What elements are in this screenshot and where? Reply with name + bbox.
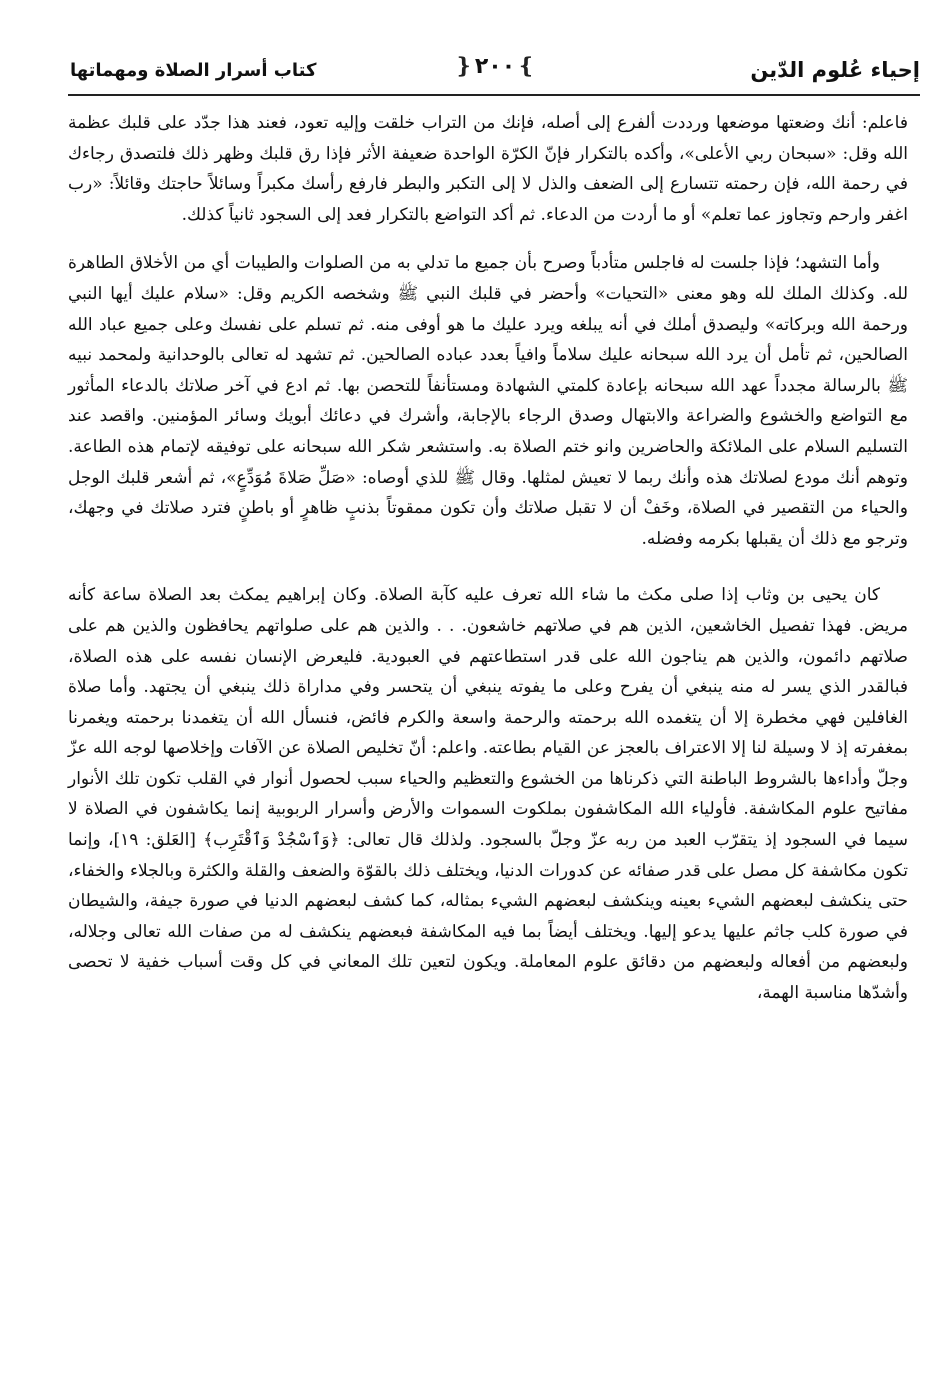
page-header xyxy=(70,52,920,92)
paragraph-tashahhud: وأما التشهد؛ فإذا جلست له فاجلس متأدباً وصرح بأن جميع ما تدلي به من الصلوات والطيبات أي من الأخلاق الطاهرة لله. وكذلك الملك لله وهو معنى «التحيات» وأحضر في قلبك النبي ﷺ وشخصه الكريم وقل: «سلام عليك أيها النبي ورحمة الله وبركاته» وليصدق أملك في أنه يبلغه ويرد عليك ما هو أوفى منه. ثم تسلم على نفسك وعلى جميع عباد الله الصالحين، ثم تأمل أن يرد الله سبحانه عليك سلاماً وافياً بعدد عباده الصالحين. ثم تشهد له تعالى بالوحدانية ولمحمد نبيه ﷺ بالرسالة مجدداً عهد الله سبحانه بإعادة كلمتي الشهادة ومستأنفاً للتحصن بها. ثم ادع في آخر صلاتك بالدعاء المأثور مع التواضع والخشوع والضراعة والابتهال وصدق الرجاء بالإجابة، وأشرك في دعائك أبويك وسائر المؤمنين. واقصد عند التسليم السلام على الملائكة والحاضرين وانو ختم الصلاة به. واستشعر شكر الله سبحانه على توفيقه لإتمام هذه الطاعة. وتوهم أنك مودع لصلاتك هذه وأنك ربما لا تعيش لمثلها. وقال ﷺ للذي أوصاه: «صَلِّ صَلاةَ مُوَدِّعٍ»، ثم أشعر قلبك الوجل والحياء من التقصير في الصلاة، وخَفْ أن لا تقبل صلاتك وأن تكون ممقوتاً بذنبٍ ظاهرٍ أو باطنٍ فترد صلاتك في وجهك، وترجو مع ذلك أن يقبلها بكرمه وفضله. xyxy=(68,253,908,549)
ornament-left-icon: ❴ xyxy=(454,54,473,79)
page-number-group xyxy=(452,54,537,79)
paragraph-spacer xyxy=(68,554,908,580)
header-divider xyxy=(68,94,920,96)
book-title: إحياء عُلوم الدّين xyxy=(750,58,920,82)
page-body xyxy=(68,108,908,1009)
page-number: ٢٠٠ xyxy=(474,54,516,79)
ornament-right-icon: ❵ xyxy=(517,54,536,79)
chapter-title: كتاب أسرار الصلاة ومهماتها xyxy=(70,60,317,81)
paragraph-spacer xyxy=(68,230,908,248)
paragraph-prostration: فاعلم: أنك وضعتها موضعها ورددت ألفرع إلى أصله، فإنك من التراب خلقت وإليه تعود، فعند هذا جدّد على قلبك عظمة الله وقل: «سبحان ربي الأعلى»، وأكده بالتكرار فإنّ الكرّة الواحدة ضعيفة الأثر فإذا رق قلبك وظهر ذلك فلتصدق رجاءك في رحمة الله، فإن رحمته تتسارع إلى الضعف والذل لا إلى التكبر والبطر فارفع رأسك مكبراً وسائلاً حاجتك وقائلاً: «رب اغفر وارحم وتجاوز عما تعلم» أو ما أردت من الدعاء. ثم أكد التواضع بالتكرار فعد إلى السجود ثانياً كذلك. xyxy=(68,113,908,225)
paragraph-khashi-in: كان يحيى بن وثاب إذا صلى مكث ما شاء الله تعرف عليه كآبة الصلاة. وكان إبراهيم يمكث بعد الصلاة ساعة كأنه مريض. فهذا تفصيل الخاشعين، الذين هم في صلاتهم خاشعون. . . والذين هم على صلواتهم يحافظون والذين هم على صلاتهم دائمون، والذين هم يناجون الله على قدر استطاعتهم في العبودية. فليعرض الإنسان نفسه على هذه الصلاة، فبالقدر الذي يسر له منه ينبغي أن يفرح وعلى ما يفوته ينبغي أن يتحسر وفي مداراة ذلك ينبغي أن يجتهد. وأما صلاة الغافلين فهي مخطرة إلا أن يتغمده الله برحمته والرحمة واسعة والكرم فائض، فنسأل الله أن يتغمدنا برحمته ويغمرنا بمغفرته إذ لا وسيلة لنا إلا الاعتراف بالعجز عن القيام بطاعته. واعلم: أنّ تخليص الصلاة عن الآفات وإخلاصها لوجه الله عزّ وجلّ وأداءها بالشروط الباطنة التي ذكرناها من الخشوع والتعظيم والحياء سبب لحصول أنوار في القلب تكون تلك الأنوار مفاتيح علوم المكاشفة. فأولياء الله المكاشفون بملكوت السموات والأرض وأسرار الربوبية إنما يكاشفون في الصلاة لا سيما في السجود إذ يتقرّب العبد من ربه عزّ وجلّ بالسجود. ولذلك قال تعالى: ﴿وَٱسْجُدْ وَٱقْتَرِب﴾ [العَلق: ١٩]، وإنما تكون مكاشفة كل مصل على قدر صفائه عن كدورات الدنيا، ويختلف ذلك بالقوّة والضعف والقلة والكثرة وبالجلاء والخفاء، حتى ينكشف لبعضهم الشيء بعينه وينكشف لبعضهم الشيء بمثاله، كما كشف لبعضهم الدنيا في صورة جيفة، والشيطان في صورة كلب جاثم عليها يدعو إليها. ويختلف أيضاً بما فيه المكاشفة فبعضهم ينكشف له من صفات الله تعالى وجلاله، ولبعضهم من أفعاله ولبعضهم من دقائق علوم المعاملة. ويكون لتعين تلك المعاني في كل وقت أسباب خفية لا تحصى وأشدّها مناسبة الهمة، xyxy=(68,585,908,1004)
